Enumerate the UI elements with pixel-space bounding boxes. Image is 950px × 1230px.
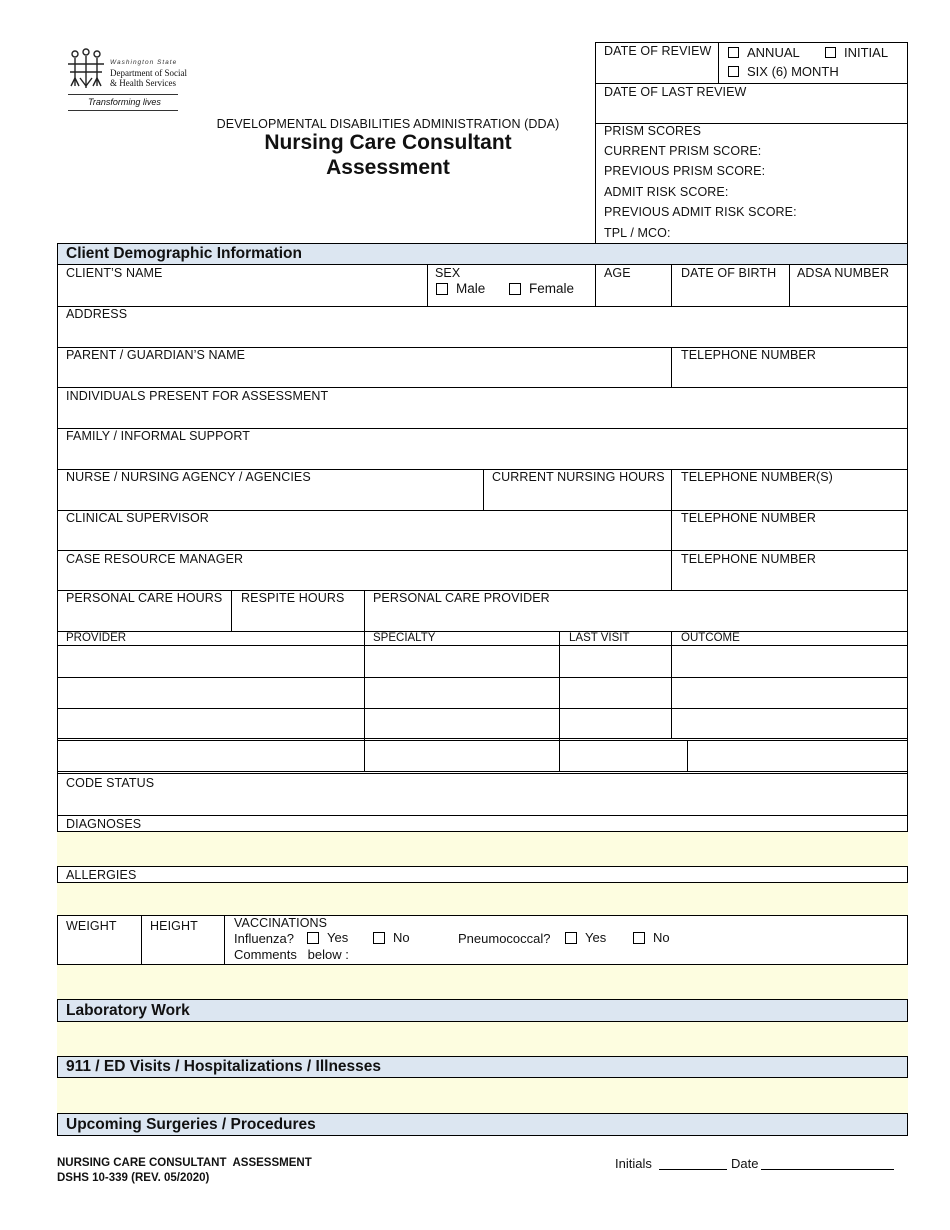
- vaccinations-label: VACCINATIONS: [234, 916, 328, 930]
- section-laboratory-work: Laboratory Work: [57, 999, 908, 1022]
- people-figures-icon: [66, 48, 106, 90]
- date-label: Date: [731, 1156, 759, 1171]
- laboratory-work-field[interactable]: [57, 1022, 908, 1056]
- initials-label: Initials: [615, 1156, 652, 1171]
- nurse-telephones-label: TELEPHONE NUMBER(S): [681, 470, 833, 484]
- initial-checkbox[interactable]: [825, 45, 888, 60]
- form-title-line2: Assessment: [326, 156, 450, 179]
- family-support-label: FAMILY / INFORMAL SUPPORT: [66, 429, 251, 443]
- diagnoses-field[interactable]: [57, 832, 908, 866]
- comments-label: Comments below :: [234, 947, 349, 962]
- case-manager-telephone-label: TELEPHONE NUMBER: [681, 552, 816, 566]
- checkbox-box: [373, 932, 385, 944]
- logo-dept-line1: Department of Social: [110, 68, 187, 78]
- six-month-checkbox[interactable]: [728, 64, 839, 79]
- adsa-number-label: ADSA NUMBER: [797, 266, 890, 280]
- prism-scores-label: PRISM SCORES: [604, 124, 702, 138]
- logo-dept-line2: & Health Services: [110, 78, 176, 88]
- influenza-yes-checkbox[interactable]: [307, 930, 348, 945]
- pneumococcal-no-checkbox[interactable]: [633, 930, 670, 945]
- six-month-label: SIX (6) MONTH: [747, 64, 839, 79]
- female-checkbox[interactable]: [509, 281, 574, 296]
- column-header-outcome: OUTCOME: [681, 632, 740, 644]
- dob-label: DATE OF BIRTH: [681, 266, 777, 280]
- influenza-no-label: No: [393, 930, 410, 945]
- section-ed-visits: 911 / ED Visits / Hospitalizations / Illnesses: [57, 1056, 908, 1078]
- allergies-field[interactable]: [57, 883, 908, 915]
- column-header-provider: PROVIDER: [66, 632, 127, 644]
- tpl-mco-label: TPL / MCO:: [604, 226, 671, 240]
- diagnoses-label: DIAGNOSES: [66, 817, 142, 831]
- initial-label: INITIAL: [844, 45, 889, 60]
- initials-field[interactable]: [659, 1169, 727, 1170]
- footer-form-number: DSHS 10-339 (REV. 05/2020): [57, 1172, 210, 1184]
- form-title-line1: Nursing Care Consultant: [264, 131, 512, 154]
- code-status-label: CODE STATUS: [66, 776, 155, 790]
- vaccination-comments-field[interactable]: [57, 965, 908, 999]
- sex-label: SEX: [435, 266, 461, 280]
- influenza-label: Influenza?: [234, 931, 294, 946]
- address-label: ADDRESS: [66, 307, 128, 321]
- clinical-supervisor-label: CLINICAL SUPERVISOR: [66, 511, 209, 525]
- checkbox-box: [728, 66, 739, 77]
- logo-state: Washington State: [110, 59, 178, 66]
- case-manager-label: CASE RESOURCE MANAGER: [66, 552, 244, 566]
- nurse-agency-label: NURSE / NURSING AGENCY / AGENCIES: [66, 470, 311, 484]
- checkbox-box: [436, 283, 448, 295]
- client-name-label: CLIENT’S NAME: [66, 266, 163, 280]
- influenza-no-checkbox[interactable]: [373, 930, 410, 945]
- previous-admit-risk-label: PREVIOUS ADMIT RISK SCORE:: [604, 205, 797, 219]
- date-of-review-label: DATE OF REVIEW: [604, 44, 712, 58]
- section-client-demographics: Client Demographic Information: [57, 243, 908, 265]
- footer-form-name: NURSING CARE CONSULTANT ASSESSMENT: [57, 1157, 312, 1169]
- dshs-logo: [66, 48, 187, 112]
- influenza-yes-label: Yes: [327, 930, 349, 945]
- checkbox-box: [633, 932, 645, 944]
- checkbox-box: [728, 47, 739, 58]
- height-label: HEIGHT: [150, 919, 198, 933]
- male-checkbox[interactable]: [436, 281, 485, 296]
- annual-label: ANNUAL: [747, 45, 800, 60]
- section-upcoming-surgeries: Upcoming Surgeries / Procedures: [57, 1113, 908, 1136]
- pneumococcal-yes-label: Yes: [585, 930, 607, 945]
- checkbox-box: [565, 932, 577, 944]
- weight-label: WEIGHT: [66, 919, 117, 933]
- individuals-present-label: INDIVIDUALS PRESENT FOR ASSESSMENT: [66, 389, 329, 403]
- previous-prism-label: PREVIOUS PRISM SCORE:: [604, 164, 766, 178]
- checkbox-box: [509, 283, 521, 295]
- logo-tagline: Transforming lives: [88, 97, 161, 107]
- date-field[interactable]: [761, 1169, 894, 1170]
- guardian-telephone-label: TELEPHONE NUMBER: [681, 348, 816, 362]
- column-header-specialty: SPECIALTY: [373, 632, 436, 644]
- respite-hours-label: RESPITE HOURS: [241, 591, 345, 605]
- checkbox-box: [307, 932, 319, 944]
- supervisor-telephone-label: TELEPHONE NUMBER: [681, 511, 816, 525]
- date-of-last-review-label: DATE OF LAST REVIEW: [604, 85, 747, 99]
- pneumococcal-label: Pneumococcal?: [458, 931, 551, 946]
- admit-risk-label: ADMIT RISK SCORE:: [604, 185, 729, 199]
- guardian-name-label: PARENT / GUARDIAN’S NAME: [66, 348, 246, 362]
- age-label: AGE: [604, 266, 631, 280]
- personal-care-hours-label: PERSONAL CARE HOURS: [66, 591, 223, 605]
- pneumococcal-no-label: No: [653, 930, 670, 945]
- current-prism-label: CURRENT PRISM SCORE:: [604, 144, 762, 158]
- male-label: Male: [456, 281, 486, 296]
- column-header-last-visit: LAST VISIT: [569, 632, 630, 644]
- checkbox-box: [825, 47, 836, 58]
- nursing-hours-label: CURRENT NURSING HOURS: [492, 470, 665, 484]
- female-label: Female: [529, 281, 575, 296]
- agency-name: DEVELOPMENTAL DISABILITIES ADMINISTRATION (DDA): [216, 117, 560, 131]
- annual-checkbox[interactable]: [728, 45, 800, 60]
- personal-care-provider-label: PERSONAL CARE PROVIDER: [373, 591, 550, 605]
- pneumococcal-yes-checkbox[interactable]: [565, 930, 606, 945]
- ed-visits-field[interactable]: [57, 1078, 908, 1113]
- allergies-label: ALLERGIES: [66, 868, 137, 882]
